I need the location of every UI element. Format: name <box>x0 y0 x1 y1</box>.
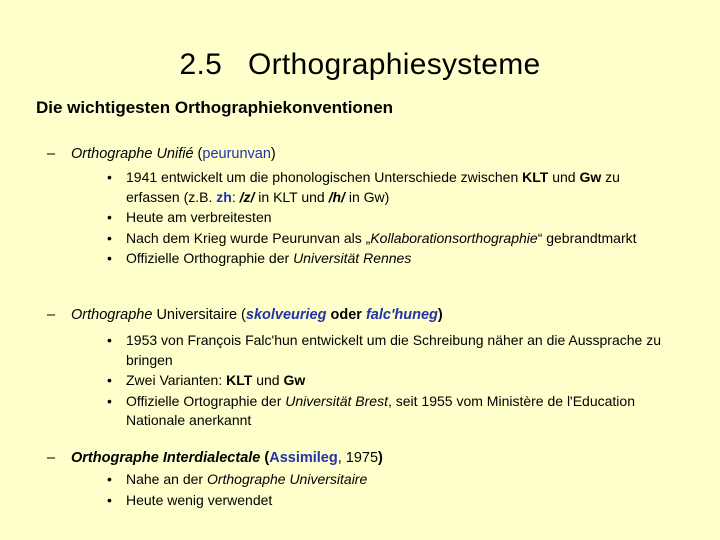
heading-alt-name-2: falc'huneg <box>365 307 438 323</box>
heading-name: Orthographe Interdialectale <box>71 450 261 466</box>
list-item <box>107 331 667 370</box>
text-italic: Orthographe Universitaire <box>206 471 368 487</box>
bullet-icon: • <box>107 372 112 388</box>
text: Offizielle Ortographie der <box>126 392 286 409</box>
bullet-icon: • <box>107 392 112 409</box>
text: “ gebrandtmarkt <box>537 229 637 246</box>
heading-alt-name-1: skolveurieg <box>245 307 327 323</box>
text: und <box>548 169 580 185</box>
text: Nahe an der <box>126 471 207 487</box>
heading-open: ( <box>260 450 270 466</box>
text: 1953 von François Falc'hun entwickelt um die Schreibung näher an die Aussprache zu bringen <box>126 332 661 368</box>
text: und <box>252 372 284 388</box>
text-phoneme-h: /h/ <box>328 188 345 205</box>
heading-name: Orthographe Unifié <box>71 146 194 162</box>
text-italic: Universität Rennes <box>293 250 412 266</box>
text: in Gw) <box>344 188 390 205</box>
heading-alt-name: Assimileg <box>269 450 338 466</box>
bullet-icon: • <box>107 332 112 348</box>
section-heading <box>47 307 443 323</box>
bullet-icon: • <box>107 229 112 246</box>
text-italic: Kollaborationsorthographie <box>370 229 538 246</box>
text: zu erfassen (z.B. <box>126 169 620 205</box>
heading-name: Orthographe <box>71 307 153 323</box>
text: Zwei Varianten: <box>126 372 227 388</box>
dash-marker: – <box>47 450 56 466</box>
heading-alt-name: peurunvan <box>202 146 271 162</box>
heading-rest: Universitaire ( <box>152 307 246 323</box>
list-item <box>107 470 667 490</box>
page-title: 2.5 Orthographiesysteme <box>179 48 541 81</box>
text: Heute wenig verwendet <box>126 491 273 508</box>
bullet-list <box>107 331 667 432</box>
section-heading <box>47 450 383 466</box>
text: in KLT und <box>254 188 329 205</box>
bullet-icon: • <box>107 209 112 225</box>
list-item <box>107 208 667 228</box>
heading-mid: oder <box>326 307 366 323</box>
text-zh: zh <box>216 188 232 205</box>
text-italic: Universität Brest <box>285 392 388 409</box>
page-subtitle: Die wichtigesten Orthographiekonventionen <box>36 98 394 117</box>
text: Offizielle Orthographie der <box>126 250 294 266</box>
list-item <box>107 249 667 269</box>
heading-close: ) <box>270 146 276 162</box>
list-item <box>107 371 667 391</box>
text: : <box>231 188 240 205</box>
heading-year: , 1975 <box>337 450 379 466</box>
bullet-icon: • <box>107 250 112 266</box>
bullet-icon: • <box>107 169 112 185</box>
bullet-icon: • <box>107 491 112 508</box>
heading-close: ) <box>437 307 443 323</box>
list-item <box>107 229 667 249</box>
text: , seit 1955 vom Ministère de l'Education Nationale anerkannt <box>126 392 635 428</box>
text: Heute am verbreitesten <box>126 209 272 225</box>
list-item <box>107 168 667 207</box>
list-item <box>107 491 667 511</box>
text-klt: KLT <box>522 169 549 185</box>
bullet-list <box>107 168 667 270</box>
text: 1941 entwickelt um die phonologischen Unterschiede zwischen <box>126 169 523 185</box>
text-phoneme-z: /z/ <box>239 188 255 205</box>
bullet-icon: • <box>107 471 112 487</box>
dash-marker: – <box>47 307 56 323</box>
text-klt: KLT <box>226 372 253 388</box>
text-gw: Gw <box>283 372 306 388</box>
dash-marker: – <box>47 146 56 162</box>
heading-close: ) <box>378 450 383 466</box>
text: Nach dem Krieg wurde Peurunvan als „ <box>126 229 371 246</box>
section-heading <box>47 146 276 162</box>
text-gw: Gw <box>579 169 602 185</box>
bullet-list <box>107 470 667 511</box>
heading-open: ( <box>193 146 203 162</box>
list-item <box>107 392 667 431</box>
